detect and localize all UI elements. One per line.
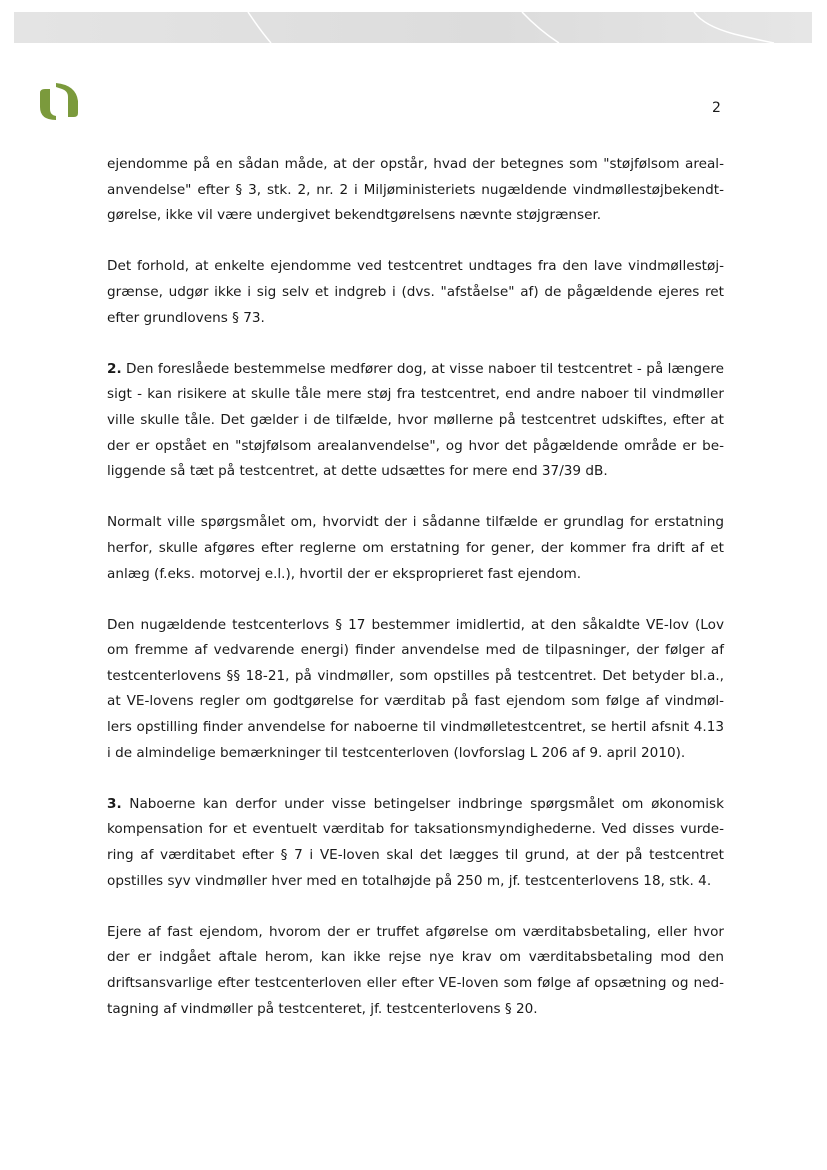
line-text: Naboerne kan derfor under visse betingelser indbringe spørgsmålet om økonomisk xyxy=(121,795,724,812)
text-line xyxy=(107,408,724,434)
text-line xyxy=(107,689,724,715)
text-line xyxy=(107,792,724,818)
page-number: 2 xyxy=(712,100,721,116)
line-text: Ejere af fast ejendom, hvorom der er truffet afgørelse om værditabsbetaling, eller hvor xyxy=(107,923,724,940)
text-line xyxy=(107,382,724,408)
line-text: liggende så tæt på testcentret, at dette udsættes for mere end 37/39 dB. xyxy=(107,463,608,480)
line-text: at VE-lovens regler om godtgørelse for værditab på fast ejendom som følge af vindmøl- xyxy=(107,693,724,710)
text-line xyxy=(107,459,724,485)
text-line xyxy=(107,817,724,843)
line-text: om fremme af vedvarende energi) finder anvendelse med de tilpasninger, der følger af xyxy=(107,642,724,659)
line-text: ring af værditabet efter § 7 i VE-loven skal det lægges til grund, at der på testcentret xyxy=(107,847,724,864)
line-text: anvendelse" efter § 3, stk. 2, nr. 2 i Miljøministeriets nugældende vindmøllestøjbekendt- xyxy=(107,181,724,198)
line-text: Den nugældende testcenterlovs § 17 bestemmer imidlertid, at den såkaldte VE-lov (Lov xyxy=(107,616,724,633)
text-line xyxy=(107,715,724,741)
line-text: driftsansvarlige efter testcenterloven eller efter VE-loven som følge af opsætning og ned- xyxy=(107,975,724,991)
line-text: der er indgået aftale herom, kan ikke rejse nye krav om værditabsbetaling mod den xyxy=(107,949,724,966)
paragraph xyxy=(107,792,724,894)
line-text: Den foreslåede bestemmelse medfører dog, at visse naboer til testcentret - på længere xyxy=(121,360,724,377)
text-line xyxy=(107,536,724,562)
text-line xyxy=(107,613,724,639)
text-line xyxy=(107,434,724,460)
line-text: opstilles syv vindmøller hver med en totalhøjde på 250 m, jf. testcenterlovens 18, stk. 4. xyxy=(107,872,712,889)
text-line xyxy=(107,510,724,536)
text-line xyxy=(107,997,724,1023)
paragraph xyxy=(107,510,724,587)
line-text: kompensation for et eventuelt værditab for taksationsmyndighederne. Ved disses vurde- xyxy=(107,821,724,838)
paragraph xyxy=(107,152,724,229)
company-logo xyxy=(38,83,80,121)
text-line xyxy=(107,945,724,971)
line-text: sigt - kan risikere at skulle tåle mere støj fra testcentret, end andre naboer til vindmøller xyxy=(107,386,724,403)
text-line xyxy=(107,152,724,178)
line-text: lers opstilling finder anvendelse for naboerne til vindmølletestcentret, se hertil afsnit 4.13 xyxy=(107,719,724,736)
header-band xyxy=(14,12,812,43)
line-text: tagning af vindmøller på testcenteret, jf. testcenterlovens § 20. xyxy=(107,1000,538,1017)
line-text: grænse, udgør ikke i sig selv et indgreb i (dvs. "afståelse" af) de pågældende ejeres ret xyxy=(107,283,724,300)
paragraph xyxy=(107,254,724,331)
paragraph xyxy=(107,613,724,767)
line-text: Normalt ville spørgsmålet om, hvorvidt der i sådanne tilfælde er grundlag for erstatning xyxy=(107,514,724,531)
line-text: i de almindelige bemærkninger til testcenterloven (lovforslag L 206 af 9. april 2010). xyxy=(107,744,686,761)
text-line xyxy=(107,178,724,204)
text-line xyxy=(107,254,724,280)
line-text: Det forhold, at enkelte ejendomme ved testcentret undtages fra den lave vindmøllestøj- xyxy=(107,258,724,275)
line-text: gørelse, ikke vil være undergivet bekendtgørelsens nævnte støjgrænser. xyxy=(107,207,602,224)
text-line xyxy=(107,920,724,946)
text-line xyxy=(107,741,724,767)
line-text: der er opstået en "støjfølsom arealanvendelse", og hvor det pågældende område er be- xyxy=(107,437,724,454)
text-line xyxy=(107,843,724,869)
line-text: testcenterlovens §§ 18-21, på vindmøller, som opstilles på testcentret. Det betyder bl.a., xyxy=(107,667,724,684)
text-line xyxy=(107,664,724,690)
section-number: 3. xyxy=(107,795,122,812)
text-line xyxy=(107,357,724,383)
line-text: herfor, skulle afgøres efter reglerne om erstatning for gener, der kommer fra drift af et xyxy=(107,539,724,556)
paragraph xyxy=(107,920,724,1022)
line-text: ville skulle tåle. Det gælder i de tilfælde, hvor møllerne på testcentret udskiftes, efter at xyxy=(107,411,724,428)
text-line xyxy=(107,562,724,588)
text-line xyxy=(107,638,724,664)
line-text: ejendomme på en sådan måde, at der opstår, hvad der betegnes som "støjfølsom areal- xyxy=(107,156,724,172)
paragraph xyxy=(107,357,724,485)
header-decoration xyxy=(14,12,812,43)
text-line xyxy=(107,971,724,997)
text-line xyxy=(107,203,724,229)
text-line xyxy=(107,869,724,895)
line-text: anlæg (f.eks. motorvej e.l.), hvortil der er eksproprieret fast ejendom. xyxy=(107,565,582,582)
line-text: efter grundlovens § 73. xyxy=(107,309,265,326)
text-line xyxy=(107,306,724,332)
text-line xyxy=(107,280,724,306)
document-body xyxy=(107,152,724,1048)
section-number: 2. xyxy=(107,360,122,377)
